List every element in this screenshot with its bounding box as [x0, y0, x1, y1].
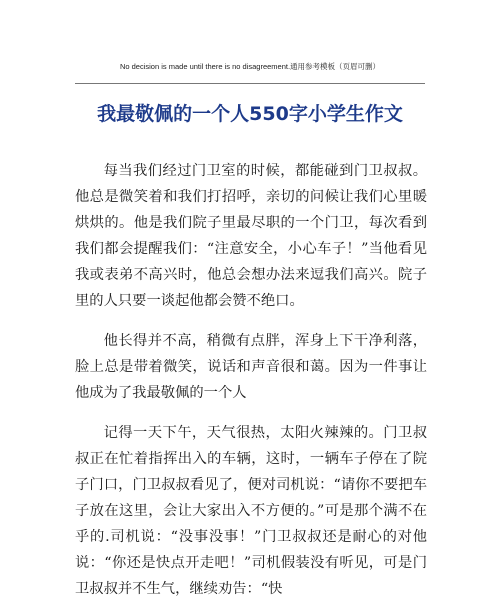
paragraph-3: 记得一天下午，天气很热，太阳火辣辣的。门卫叔叔正在忙着指挥出入的车辆，这时，一辆车子停在了院子门口，门卫叔叔看见了，便对司机说：“请你不要把车子放在这里，会让大家出入不方便的。”可是那个满不在乎的.司机说：“没事没事！”门卫叔叔还是耐心的对他说：“你还是快点开走吧！”司机假装没有听见，可是门卫叔叔并不生气，继续劝告：“快	[75, 425, 427, 597]
paragraph-2: 他长得并不高，稍微有点胖，浑身上下干净利落，脸上总是带着微笑，说话和声音很和蔼。因为一件事让他成为了我最敬佩的一个人	[75, 333, 427, 401]
header-divider	[75, 83, 425, 84]
document-title: 我最敬佩的一个人550字小学生作文	[97, 103, 403, 125]
header-note: No decision is made until there is no disagreement.通用参考模板（页眉可删）	[119, 62, 381, 71]
paragraph-1: 每当我们经过门卫室的时候，都能碰到门卫叔叔。他总是微笑着和我们打招呼，亲切的问候让我们心里暖烘烘的。他是我们院子里最尽职的一个门卫，每次看到我们都会提醒我们：“注意安全，小心车子！”当他看见我或表弟不高兴时，他总会想办法来逗我们高兴。院子里的人只要一谈起他都会赞不绝口。	[75, 163, 427, 309]
document-body	[75, 158, 427, 616]
